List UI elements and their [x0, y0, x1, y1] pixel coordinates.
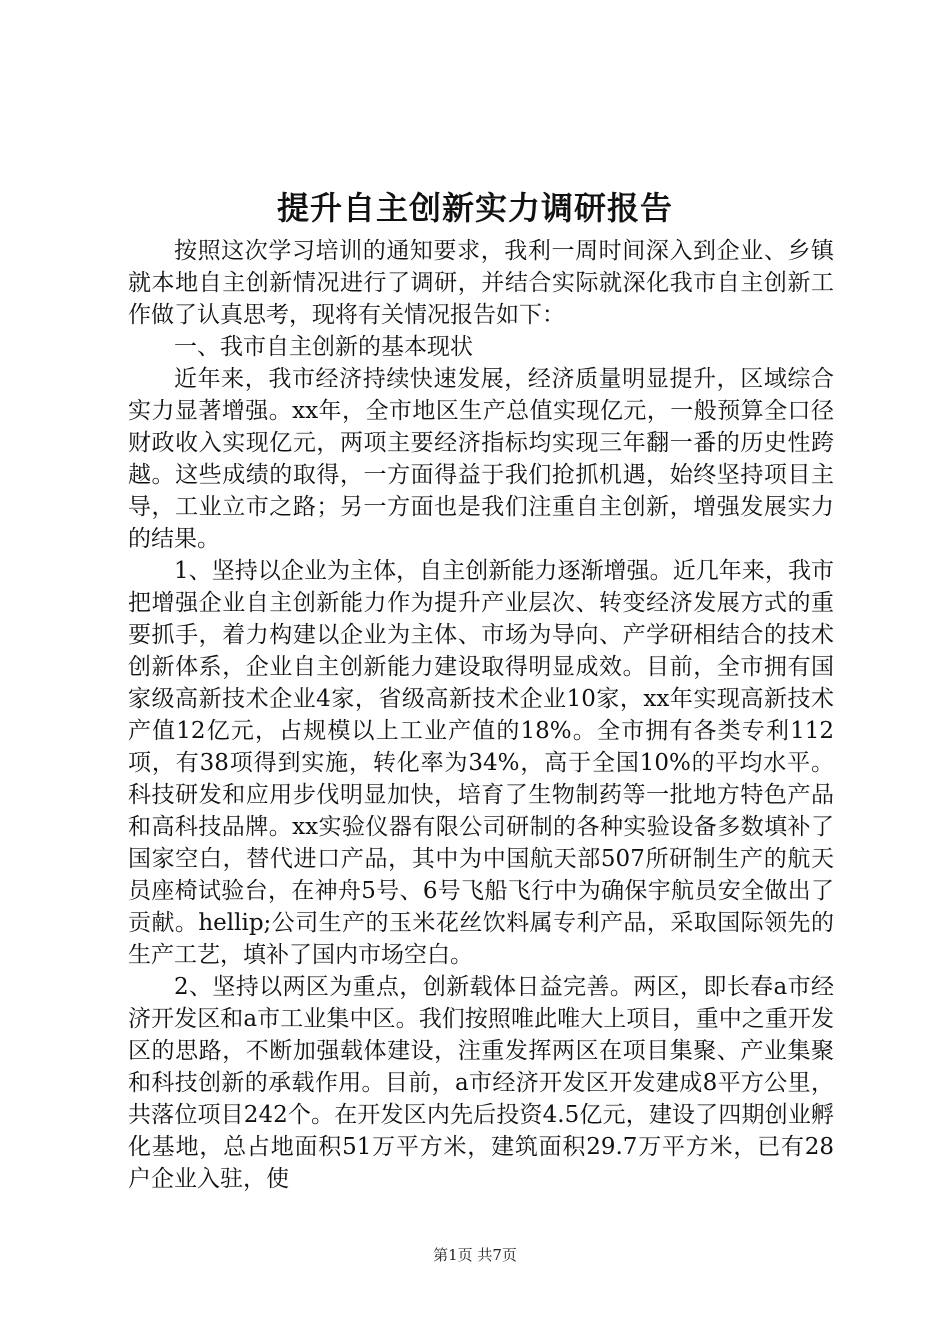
section-heading: 一、我市自主创新的基本现状	[174, 334, 473, 360]
page-footer: 第1页 共7页	[433, 1246, 517, 1264]
paragraph-point-2: 2、坚持以两区为重点，创新载体日益完善。两区，即长春a市经济开发区和a市工业集中区。我们按照唯此唯大上项目，重中之重开发区的思路，不断加强载体建设，注重发挥两区在项目集聚、产业集聚和科技创新的承载作用。目前，a市经济开发区开发建成8平方公里，共落位项目242个。在开发区内先后投资4.5亿元，建设了四期创业孵化基地，总占地面积51万平方米，建筑面积29.7万平方米，已有28户企业入驻，使	[128, 974, 834, 1192]
paragraph-overview: 近年来，我市经济持续快速发展，经济质量明显提升，区域综合实力显著增强。xx年，全市地区生产总值实现亿元，一般预算全口径财政收入实现亿元，两项主要经济指标均实现三年翻一番的历史性跨越。这些成绩的取得，一方面得益于我们抢抓机遇，始终坚持项目主导，工业立市之路；另一方面也是我们注重自主创新，增强发展实力的结果。	[128, 366, 834, 552]
document-body	[128, 235, 834, 1195]
paragraph-intro: 按照这次学习培训的通知要求，我利一周时间深入到企业、乡镇就本地自主创新情况进行了调研，并结合实际就深化我市自主创新工作做了认真思考，现将有关情况报告如下：	[128, 238, 834, 328]
paragraph-point-1: 1、坚持以企业为主体，自主创新能力逐渐增强。近几年来，我市把增强企业自主创新能力作为提升产业层次、转变经济发展方式的重要抓手，着力构建以企业为主体、市场为导向、产学研相结合的技术创新体系，企业自主创新能力建设取得明显成效。目前，全市拥有国家级高新技术企业4家，省级高新技术企业10家，xx年实现高新技术产值12亿元，占规模以上工业产值的18%。全市拥有各类专利112项，有38项得到实施，转化率为34%，高于全国10%的平均水平。科技研发和应用步伐明显加快，培育了生物制药等一批地方特色产品和高科技品牌。xx实验仪器有限公司研制的各种实验设备多数填补了国家空白，替代进口产品，其中为中国航天部507所研制生产的航天员座椅试验台，在神舟5号、6号飞船飞行中为确保宇航员安全做出了贡献。hellip;公司生产的玉米花丝饮料属专利产品，采取国际领先的生产工艺，填补了国内市场空白。	[128, 558, 834, 968]
document-title: 提升自主创新实力调研报告	[276, 189, 673, 227]
